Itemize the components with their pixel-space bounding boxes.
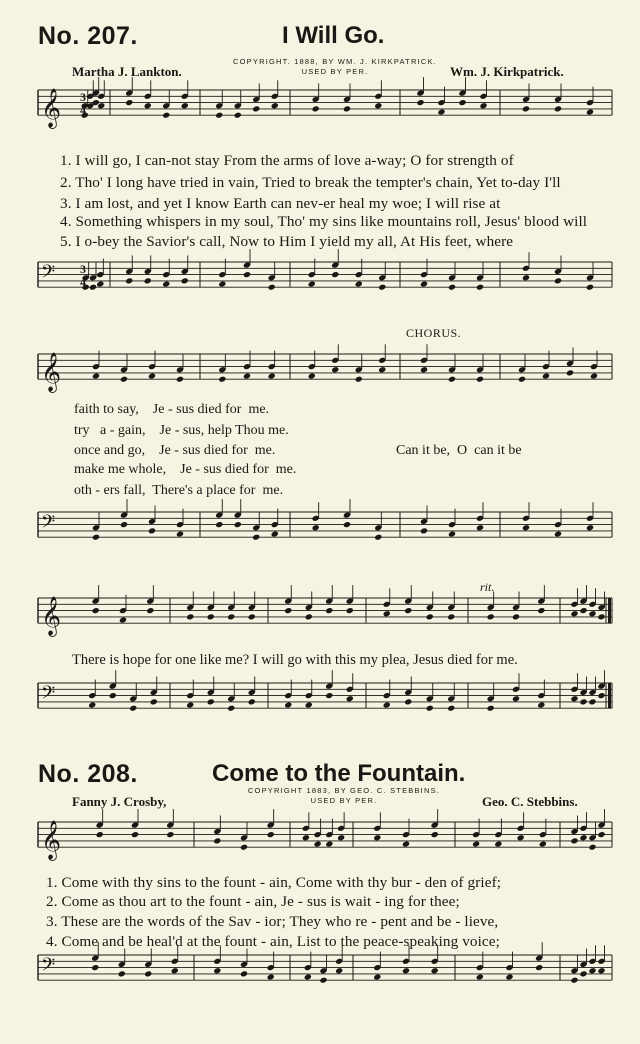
note-head: [144, 970, 152, 977]
note-head: [374, 534, 382, 541]
hymn-number-208: No. 208.: [38, 760, 138, 788]
note-head: [437, 109, 445, 116]
verse-207-2: 2. Tho' I long have tried in vain, Tried to break the tempter's chain, Yet to-day I'll: [60, 174, 561, 191]
note-head: [118, 970, 126, 977]
note-head: [597, 692, 605, 699]
bass-clef-icon: 𝄢: [41, 954, 56, 980]
note-head: [402, 967, 410, 974]
note-head: [476, 284, 484, 291]
note-head: [476, 376, 484, 383]
verse-207-1: 1. I will go, I can-not stay From the arms of love a-way; O for strength of: [60, 152, 514, 169]
note-head: [458, 99, 466, 106]
note-head: [522, 274, 530, 281]
verse-208-3: 3. These are the words of the Sav - ior; They who re - pent and be - lieve,: [46, 913, 499, 930]
note-head: [120, 376, 128, 383]
note-head: [588, 967, 596, 974]
note-head: [96, 831, 104, 838]
note-head: [579, 607, 587, 614]
note-head: [586, 524, 594, 531]
note-head: [268, 284, 276, 291]
copyright-207-line1: COPYRIGHT. 1888, BY WM. J. KIRKPATRICK.: [233, 57, 437, 66]
note-head: [539, 841, 547, 848]
note-head: [373, 834, 381, 841]
note-head: [267, 831, 275, 838]
note-head: [588, 844, 596, 851]
note-head: [181, 277, 189, 284]
note-head: [312, 105, 320, 112]
note-head: [162, 112, 170, 119]
hymn-number-207: No. 207.: [38, 22, 138, 50]
note-head: [448, 376, 456, 383]
note-head: [404, 607, 412, 614]
note-head: [343, 521, 351, 528]
hymn-title-208: Come to the Fountain.: [212, 760, 466, 787]
note-head: [218, 376, 226, 383]
note-head: [479, 102, 487, 109]
note-head: [522, 524, 530, 531]
note-head: [420, 366, 428, 373]
note-head: [176, 376, 184, 383]
note-head: [308, 373, 316, 380]
note-head: [597, 613, 605, 620]
note-head: [588, 698, 596, 705]
verse-207-3: 3. I am lost, and yet I know Earth can nev-er heal my woe; I will rise at: [60, 195, 501, 212]
rit-marking: rit.: [480, 580, 495, 594]
note-head: [252, 105, 260, 112]
note-head: [181, 102, 189, 109]
note-head: [227, 613, 235, 620]
note-head: [176, 531, 184, 538]
note-head: [554, 531, 562, 538]
note-head: [355, 376, 363, 383]
composer-208: Geo. C. Stebbins.: [482, 794, 578, 809]
note-head: [314, 841, 322, 848]
note-head: [337, 834, 345, 841]
note-head: [284, 607, 292, 614]
note-head: [343, 105, 351, 112]
note-head: [383, 610, 391, 617]
note-head: [476, 974, 484, 981]
note-head: [570, 977, 578, 984]
author-208: Fanny J. Crosby,: [72, 794, 167, 809]
note-head: [447, 705, 455, 712]
time-signature: 3: [80, 262, 86, 276]
composer-207: Wm. J. Kirkpatrick.: [450, 64, 564, 79]
time-signature: 4: [80, 275, 86, 289]
note-head: [243, 271, 251, 278]
time-signature: 4: [80, 103, 86, 117]
note-head: [215, 112, 223, 119]
copyright-207-line2: USED BY PER.: [301, 67, 369, 76]
note-head: [150, 698, 158, 705]
note-head: [243, 373, 251, 380]
note-head: [505, 974, 513, 981]
note-head: [420, 527, 428, 534]
note-head: [227, 705, 235, 712]
bass-clef-icon: 𝄢: [41, 261, 56, 287]
note-head: [91, 964, 99, 971]
note-head: [431, 831, 439, 838]
note-head: [109, 692, 117, 699]
note-head: [402, 841, 410, 848]
note-head: [542, 373, 550, 380]
note-head: [554, 277, 562, 284]
note-head: [378, 366, 386, 373]
note-head: [374, 102, 382, 109]
note-head: [89, 284, 97, 291]
time-signature: 3: [80, 90, 86, 104]
note-head: [96, 281, 104, 288]
note-head: [144, 277, 152, 284]
note-head: [207, 613, 215, 620]
note-head: [590, 373, 598, 380]
note-head: [304, 974, 312, 981]
verse-207-4: 4. Something whispers in my soul, Tho' my sins like mountains roll, Jesus' blood will: [60, 213, 588, 230]
verse-ending-5: oth - ers fall, There's a place for me.: [74, 483, 284, 498]
note-head: [570, 695, 578, 702]
verse-ending-1: faith to say, Je - sus died for me.: [74, 402, 270, 417]
note-head: [325, 841, 333, 848]
note-head: [213, 837, 221, 844]
note-head: [240, 970, 248, 977]
note-head: [234, 112, 242, 119]
note-head: [472, 841, 480, 848]
note-head: [331, 271, 339, 278]
note-head: [120, 521, 128, 528]
note-head: [404, 698, 412, 705]
note-head: [566, 369, 574, 376]
note-head: [597, 967, 605, 974]
verse-ending-3: once and go, Je - sus died for me.: [74, 443, 276, 458]
note-head: [305, 613, 313, 620]
note-head: [579, 970, 587, 977]
note-head: [248, 613, 256, 620]
note-head: [588, 610, 596, 617]
treble-clef-icon: 𝄞: [41, 596, 62, 637]
note-head: [302, 834, 310, 841]
note-head: [383, 702, 391, 709]
note-head: [186, 613, 194, 620]
note-head: [325, 692, 333, 699]
copyright-208: [234, 786, 454, 806]
note-head: [271, 102, 279, 109]
note-head: [426, 705, 434, 712]
note-head: [92, 373, 100, 380]
bass-clef-icon: 𝄢: [41, 511, 56, 537]
note-head: [234, 521, 242, 528]
note-head: [207, 698, 215, 705]
note-head: [319, 977, 327, 984]
note-head: [248, 698, 256, 705]
note-head: [119, 617, 127, 624]
note-head: [252, 534, 260, 541]
note-head: [494, 841, 502, 848]
verse-208-4: 4. Come and be heal'd at the fount - ain, List to the peace-speaking voice;: [46, 933, 500, 950]
note-head: [335, 967, 343, 974]
note-head: [476, 524, 484, 531]
double-bar-thick: [608, 683, 611, 708]
verse-208-1: 1. Come with thy sins to the fount - ain, Come with thy bur - den of grief;: [46, 874, 502, 891]
treble-clef-icon: 𝄞: [41, 88, 62, 129]
note-head: [131, 831, 139, 838]
note-head: [420, 281, 428, 288]
double-bar-thick: [608, 598, 611, 623]
note-head: [487, 613, 495, 620]
note-head: [271, 531, 279, 538]
note-head: [487, 705, 495, 712]
bass-clef-icon: 𝄢: [41, 682, 56, 708]
verse-208-2: 2. Come as thou art to the fount - ain, Je - sus is wait - ing for thee;: [46, 893, 460, 910]
note-head: [125, 277, 133, 284]
note-head: [416, 99, 424, 106]
note-head: [517, 834, 525, 841]
treble-clef-icon: 𝄞: [41, 820, 62, 861]
note-head: [268, 373, 276, 380]
note-head: [378, 284, 386, 291]
note-head: [373, 974, 381, 981]
note-head: [346, 607, 354, 614]
note-head: [213, 967, 221, 974]
note-head: [597, 831, 605, 838]
note-head: [431, 967, 439, 974]
note-head: [554, 105, 562, 112]
note-head: [129, 705, 137, 712]
note-head: [579, 834, 587, 841]
copyright-208-line1: COPYRIGHT 1883, BY GEO. C. STEBBINS.: [247, 786, 441, 795]
note-head: [522, 105, 530, 112]
note-head: [267, 974, 275, 981]
note-head: [305, 702, 313, 709]
note-head: [448, 284, 456, 291]
chorus-start: Can it be, O can it be: [396, 443, 522, 458]
verse-ending-4: make me whole, Je - sus died for me.: [74, 462, 297, 477]
note-head: [171, 967, 179, 974]
note-head: [570, 610, 578, 617]
note-head: [92, 534, 100, 541]
verse-ending-2: try a - gain, Je - sus, help Thou me.: [74, 423, 289, 438]
treble-clef-icon: 𝄞: [41, 352, 62, 393]
note-head: [166, 831, 174, 838]
note-head: [570, 837, 578, 844]
note-head: [512, 695, 520, 702]
copyright-208-line2: USED BY PER.: [310, 796, 378, 805]
note-head: [144, 102, 152, 109]
verse-207-5: 5. I o-bey the Savior's call, Now to Him I yield my all, At His feet, where: [60, 233, 514, 250]
note-head: [148, 527, 156, 534]
note-head: [146, 607, 154, 614]
chorus-line-2: There is hope for one like me? I will go with this my plea, Jesus died for me.: [72, 652, 518, 668]
note-head: [218, 281, 226, 288]
note-head: [92, 607, 100, 614]
note-head: [312, 524, 320, 531]
note-head: [125, 99, 133, 106]
note-head: [325, 607, 333, 614]
note-head: [284, 702, 292, 709]
note-head: [537, 607, 545, 614]
note-head: [331, 366, 339, 373]
note-head: [537, 702, 545, 709]
note-head: [579, 698, 587, 705]
author-207: Martha J. Lankton.: [72, 64, 182, 79]
hymn-title-207: I Will Go.: [282, 22, 385, 49]
note-head: [346, 695, 354, 702]
note-head: [162, 281, 170, 288]
note-head: [88, 702, 96, 709]
note-head: [518, 376, 526, 383]
note-head: [355, 281, 363, 288]
note-head: [512, 613, 520, 620]
note-head: [240, 844, 248, 851]
note-head: [586, 109, 594, 116]
note-head: [186, 702, 194, 709]
note-head: [448, 531, 456, 538]
note-head: [148, 373, 156, 380]
note-head: [308, 281, 316, 288]
note-head: [447, 613, 455, 620]
note-head: [586, 284, 594, 291]
note-head: [215, 521, 223, 528]
note-head: [535, 964, 543, 971]
chorus-label: CHORUS.: [406, 326, 462, 340]
note-head: [426, 613, 434, 620]
